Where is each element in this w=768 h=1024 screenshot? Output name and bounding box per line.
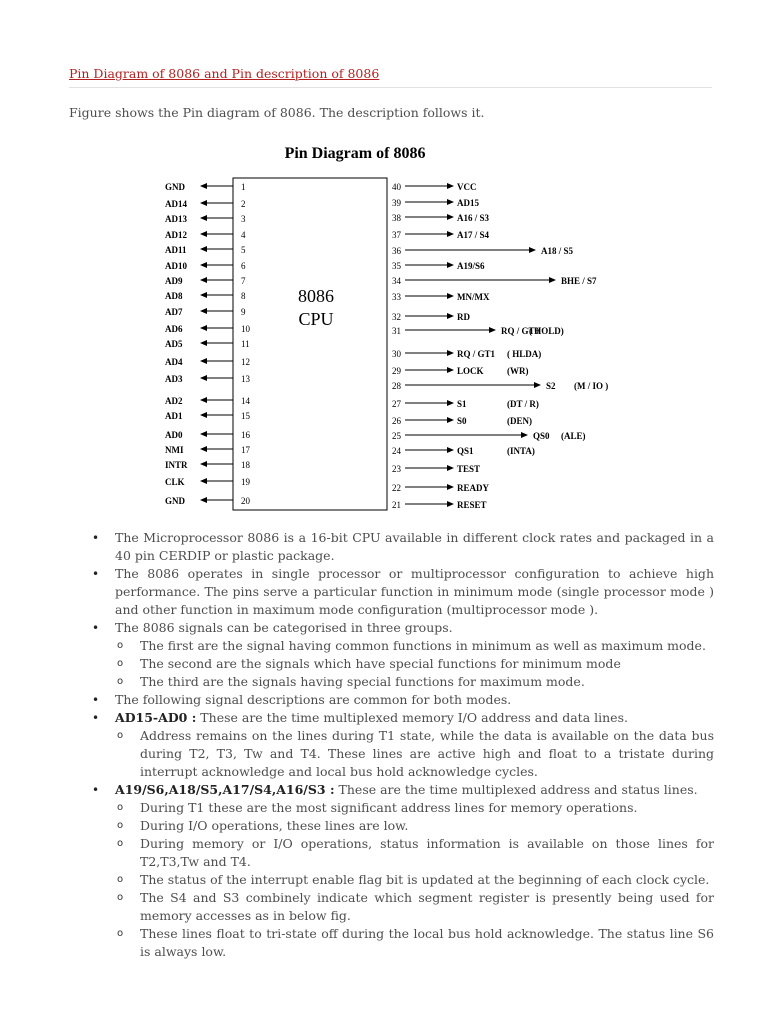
right-pin-number: 32: [392, 312, 401, 322]
right-pin-name: RQ / GT0: [501, 326, 540, 336]
right-pin-name: RD: [457, 312, 470, 322]
bullet-text: The 8086 operates in single processor or multiprocessor configuration to achieve high performance. The pins serve a particular function in minimum mode (single processor mode ) and other function in maximum mode configuration (multiprocessor mode ).: [115, 566, 714, 617]
bullet-item: [92, 619, 714, 637]
sub-bullet-item: o The second are the signals which have special functions for minimum mode: [92, 655, 714, 673]
page-title[interactable]: Pin Diagram of 8086 and Pin description of 8086: [69, 66, 380, 81]
left-pin-name: AD3: [165, 374, 183, 384]
right-pin-name: S0: [457, 416, 467, 426]
left-pin-name: NMI: [165, 445, 184, 455]
right-pin-number: 31: [392, 326, 401, 336]
title-divider: [69, 87, 712, 88]
sub-bullet-item: o Address remains on the lines during T1 state, while the data is available on the data bus during T2, T3, Tw and T4. These lines are active high and float to a tristate during interrupt acknowledge and local bus hold acknowledge cycles.: [92, 727, 714, 781]
left-pin-name: AD5: [165, 339, 183, 349]
sub-list: [92, 637, 714, 691]
left-pin-number: 4: [241, 230, 246, 240]
left-pin-number: 5: [241, 245, 246, 255]
left-pin-number: 10: [241, 324, 250, 334]
right-pin-name: S2: [546, 381, 556, 391]
description-content: [92, 529, 714, 961]
right-pin-number: 24: [392, 446, 401, 456]
sub-list-wrapper: [92, 637, 714, 691]
left-pin-name: GND: [165, 182, 185, 192]
left-pin-name: AD8: [165, 291, 183, 301]
left-pin-number: 13: [241, 374, 250, 384]
pin-diagram-figure: [155, 138, 625, 516]
right-pin-alt-function: ( HOLD): [529, 326, 564, 336]
left-pin-name: AD11: [165, 245, 187, 255]
right-pin-number: 33: [392, 292, 401, 302]
right-pin-alt-function: (DT / R): [507, 399, 539, 409]
right-pin-number: 28: [392, 381, 401, 391]
left-pin-name: AD10: [165, 261, 187, 271]
bullet-text: The following signal descriptions are common for both modes.: [115, 692, 512, 707]
sub-bullet-item: o During I/O operations, these lines are low.: [92, 817, 714, 835]
right-pin-name: LOCK: [457, 366, 484, 376]
bullet-text: These are the time multiplexed address and status lines.: [334, 782, 698, 797]
right-pin-name: A18 / S5: [541, 246, 574, 256]
right-pin-number: 36: [392, 246, 401, 256]
right-pin-name: A19/S6: [457, 261, 485, 271]
right-pin-number: 39: [392, 198, 401, 208]
sub-bullet-item: o The third are the signals having special functions for maximum mode.: [92, 673, 714, 691]
sub-bullet-item: o These lines float to tri-state off during the local bus hold acknowledge. The status line S6 is always low.: [92, 925, 714, 961]
bullet-item: [92, 565, 714, 619]
left-pin-number: 7: [241, 276, 246, 286]
right-pin-name: RQ / GT1: [457, 349, 496, 359]
right-pin-alt-function: (WR): [507, 366, 529, 376]
left-pin-number: 12: [241, 357, 250, 367]
sub-list: [92, 799, 714, 961]
left-pin-number: 17: [241, 445, 250, 455]
left-pin-name: AD1: [165, 411, 183, 421]
right-pin-name: A16 / S3: [457, 213, 490, 223]
chip-body: [233, 178, 387, 510]
right-pin-number: 29: [392, 366, 401, 376]
right-pin-number: 40: [392, 182, 401, 192]
sub-bullet-item: o The first are the signal having common functions in minimum as well as maximum mode.: [92, 637, 714, 655]
left-pin-number: 20: [241, 496, 250, 506]
chip-label-number: 8086: [298, 286, 334, 306]
right-pin-name: QS0: [533, 431, 550, 441]
right-pin-name: TEST: [457, 464, 481, 474]
right-pin-alt-function: (INTA): [507, 446, 535, 456]
right-pin-number: 23: [392, 464, 401, 474]
right-pin-name: MN/MX: [457, 292, 490, 302]
right-pin-name: A17 / S4: [457, 230, 490, 240]
bullet-text: These are the time multiplexed memory I/O address and data lines.: [196, 710, 628, 725]
chip-label-cpu: CPU: [298, 309, 334, 329]
right-pin-number: 27: [392, 399, 401, 409]
right-pin-name: RESET: [457, 500, 487, 510]
signal-name: A19/S6,A18/S5,A17/S4,A16/S3 :: [115, 782, 335, 797]
right-pin-number: 22: [392, 483, 401, 493]
sub-list-wrapper: [92, 799, 714, 961]
bullet-item: [92, 709, 714, 727]
left-pin-name: AD14: [165, 199, 187, 209]
right-pin-name: READY: [457, 483, 490, 493]
left-pin-number: 19: [241, 477, 250, 487]
signal-name: AD15-AD0 :: [115, 710, 197, 725]
bullet-text: The Microprocessor 8086 is a 16-bit CPU available in different clock rates and packaged in a 40 pin CERDIP or plastic package.: [115, 530, 714, 563]
left-pin-number: 8: [241, 291, 246, 301]
right-pin-alt-function: (DEN): [507, 416, 532, 426]
right-pin-number: 35: [392, 261, 401, 271]
right-pin-alt-function: (M / IO ): [574, 381, 609, 391]
right-pin-name: AD15: [457, 198, 479, 208]
right-pin-name: VCC: [457, 182, 477, 192]
left-pin-name: AD9: [165, 276, 183, 286]
diagram-title: Pin Diagram of 8086: [284, 145, 426, 162]
left-pin-number: 16: [241, 430, 250, 440]
right-pin-number: 25: [392, 431, 401, 441]
sub-list-wrapper: [92, 727, 714, 781]
right-pin-alt-function: ( HLDA): [507, 349, 542, 359]
right-pin-name: BHE / S7: [561, 276, 597, 286]
left-pin-number: 11: [241, 339, 250, 349]
right-pin-number: 26: [392, 416, 401, 426]
bullet-text: The 8086 signals can be categorised in three groups.: [115, 620, 453, 635]
left-pin-number: 1: [241, 182, 246, 192]
right-pin-name: QS1: [457, 446, 474, 456]
left-pin-name: GND: [165, 496, 185, 506]
left-pin-number: 6: [241, 261, 246, 271]
left-pin-number: 15: [241, 411, 250, 421]
left-pin-name: AD12: [165, 230, 187, 240]
sub-bullet-item: o The S4 and S3 combinely indicate which segment register is presently being used for memory accesses as in below fig.: [92, 889, 714, 925]
left-pin-name: CLK: [165, 477, 185, 487]
left-pin-number: 3: [241, 214, 246, 224]
sub-bullet-item: o During T1 these are the most significant address lines for memory operations.: [92, 799, 714, 817]
bullet-item: [92, 529, 714, 565]
right-pin-name: S1: [457, 399, 467, 409]
pin-diagram-svg: [155, 138, 625, 516]
left-pin-number: 18: [241, 460, 250, 470]
bullet-item: [92, 781, 714, 799]
right-pin-number: 38: [392, 213, 401, 223]
left-pin-name: AD13: [165, 214, 187, 224]
left-pin-number: 2: [241, 199, 246, 209]
left-pin-number: 9: [241, 307, 246, 317]
right-pin-number: 37: [392, 230, 401, 240]
sub-bullet-item: o During memory or I/O operations, status information is available on those lines for T2,T3,Tw and T4.: [92, 835, 714, 871]
left-pin-name: AD7: [165, 307, 183, 317]
sub-bullet-item: o The status of the interrupt enable flag bit is updated at the beginning of each clock cycle.: [92, 871, 714, 889]
left-pin-name: AD6: [165, 324, 183, 334]
left-pin-name: AD0: [165, 430, 183, 440]
left-pin-name: INTR: [165, 460, 188, 470]
right-pin-number: 34: [392, 276, 401, 286]
right-pin-number: 30: [392, 349, 401, 359]
sub-list: [92, 727, 714, 781]
bullet-item: [92, 691, 714, 709]
left-pin-name: AD4: [165, 357, 183, 367]
intro-paragraph: Figure shows the Pin diagram of 8086. The description follows it.: [69, 105, 485, 120]
right-pin-alt-function: (ALE): [561, 431, 586, 441]
left-pin-number: 14: [241, 396, 250, 406]
right-pin-number: 21: [392, 500, 401, 510]
left-pin-name: AD2: [165, 396, 183, 406]
description-list: [92, 529, 714, 961]
